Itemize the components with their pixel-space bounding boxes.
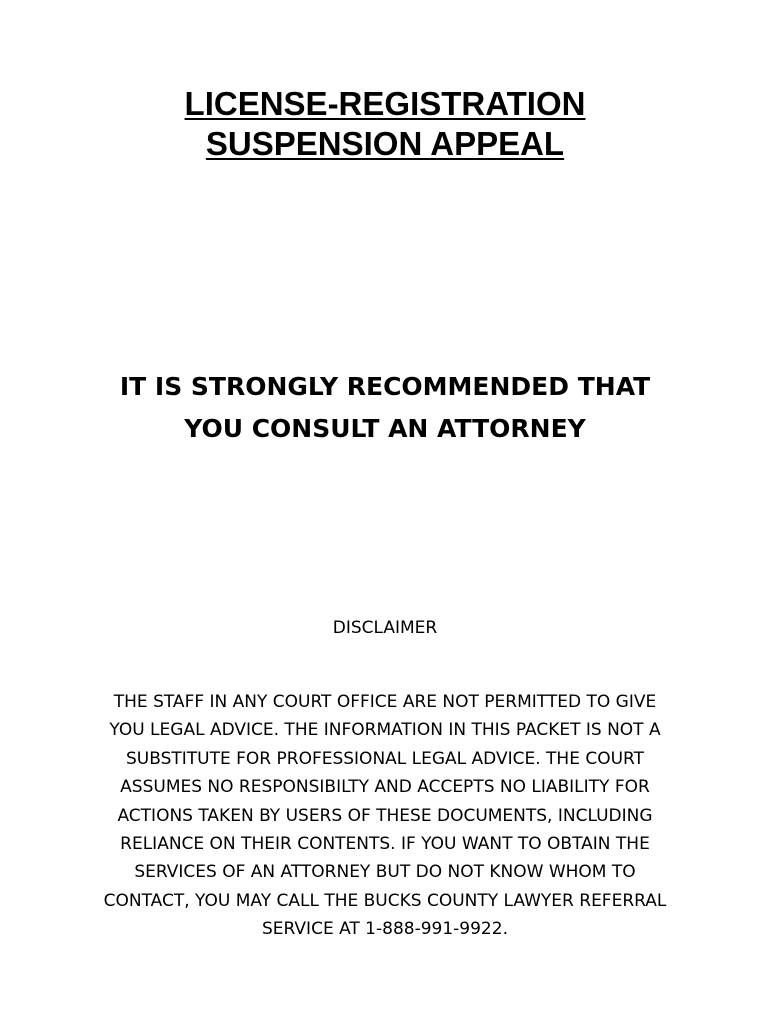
recommendation-line-1: IT IS STRONGLY RECOMMENDED THAT [119, 372, 651, 401]
disclaimer-line: SERVICES OF AN ATTORNEY BUT DO NOT KNOW WHOM TO [134, 862, 636, 883]
disclaimer-line: ASSUMES NO RESPONSIBILTY AND ACCEPTS NO LIABILITY FOR [120, 777, 650, 798]
recommendation-line-2: YOU CONSULT AN ATTORNEY [184, 414, 586, 443]
title-line-1: LICENSE-REGISTRATION [184, 85, 586, 122]
document-title [0, 84, 770, 164]
disclaimer-line: CONTACT, YOU MAY CALL THE BUCKS COUNTY LAWYER REFERRAL [103, 890, 667, 911]
disclaimer-body [60, 688, 710, 944]
disclaimer-line: THE STAFF IN ANY COURT OFFICE ARE NOT PERMITTED TO GIVE [113, 692, 657, 712]
disclaimer-line: RELIANCE ON THEIR CONTENTS. IF YOU WANT TO OBTAIN THE [120, 834, 650, 855]
attorney-recommendation [0, 366, 770, 450]
disclaimer-line: SUBSTITUTE FOR PROFESSIONAL LEGAL ADVICE. THE COURT [125, 748, 645, 769]
disclaimer-line: SERVICE AT 1-888-991-9922. [262, 919, 508, 940]
disclaimer-line: YOU LEGAL ADVICE. THE INFORMATION IN THIS PACKET IS NOT A [109, 720, 661, 741]
title-line-2: SUSPENSION APPEAL [205, 125, 565, 162]
disclaimer-line: ACTIONS TAKEN BY USERS OF THESE DOCUMENTS, INCLUDING [117, 805, 653, 826]
disclaimer-heading: DISCLAIMER [332, 618, 438, 638]
